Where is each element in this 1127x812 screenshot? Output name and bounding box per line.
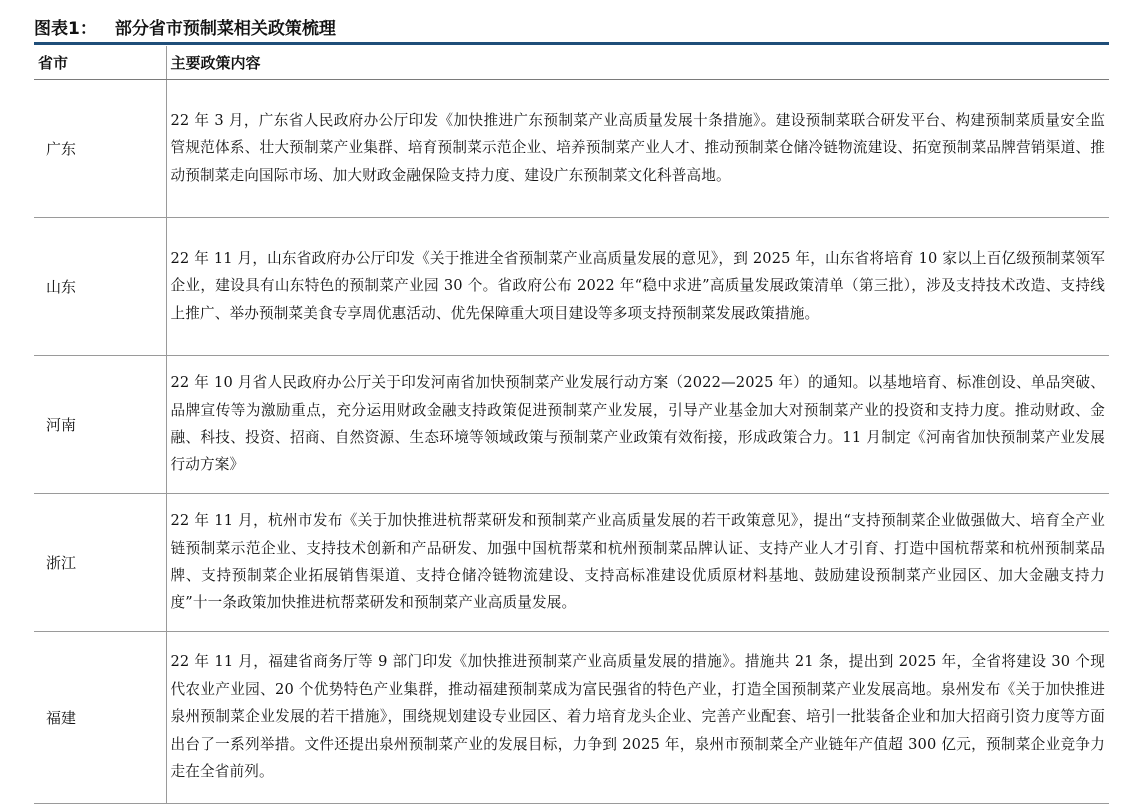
table-row [34, 218, 1109, 356]
table-row [34, 632, 1109, 804]
header-province: 省市 [34, 46, 166, 80]
policy-content-cell: 22 年 11 月，杭州市发布《关于加快推进杭帮菜研发和预制菜产业高质量发展的若干政策意见》，提出“支持预制菜企业做强做大、培育全产业链预制菜示范企业、支持技术创新和产品研发、加强中国杭帮菜和杭州预制菜品牌认证、支持产业人才引育、打造中国杭帮菜和杭州预制菜品牌、支持预制菜企业拓展销售渠道、支持仓储冷链物流建设、支持高标准建设优质原材料基地、鼓励建设预制菜产业园区、加大金融支持力度”十一条政策加快推进杭帮菜研发和预制菜产业高质量发展。 [166, 494, 1109, 632]
table-header-row [34, 46, 1109, 80]
province-cell: 福建 [34, 632, 166, 804]
policy-content-cell: 22 年 3 月，广东省人民政府办公厅印发《加快推进广东预制菜产业高质量发展十条措施》。建设预制菜联合研发平台、构建预制菜质量安全监管规范体系、壮大预制菜产业集群、培育预制菜示范企业、培养预制菜产业人才、推动预制菜仓储冷链物流建设、拓宽预制菜品牌营销渠道、推动预制菜走向国际市场、加大财政金融保险支持力度、建设广东预制菜文化科普高地。 [166, 80, 1109, 218]
title-divider [34, 42, 1109, 45]
figure-title-text: 部分省市预制菜相关政策梳理 [114, 18, 336, 39]
policy-content-cell: 22 年 11 月，山东省政府办公厅印发《关于推进全省预制菜产业高质量发展的意见》，到 2025 年，山东省将培育 10 家以上百亿级预制菜领军企业，建设具有山东特色的预制菜产业园 30 个。省政府公布 2022 年“稳中求进”高质量发展政策清单（第三批），涉及支持技术改造、支持线上推广、举办预制菜美食专享周优惠活动、优先保障重大项目建设等多项支持预制菜发展政策措施。 [166, 218, 1109, 356]
province-cell: 浙江 [34, 494, 166, 632]
province-cell: 河南 [34, 356, 166, 494]
province-cell: 广东 [34, 80, 166, 218]
policy-content-cell: 22 年 11 月，福建省商务厅等 9 部门印发《加快推进预制菜产业高质量发展的措施》。措施共 21 条，提出到 2025 年，全省将建设 30 个现代农业产业园、20 个优势特色产业集群，推动福建预制菜成为富民强省的特色产业，打造全国预制菜产业发展高地。泉州发布《关于加快推进泉州预制菜企业发展的若干措施》，围绕规划建设专业园区、着力培育龙头企业、完善产业配套、培引一批装备企业和加大招商引资力度等方面出台了一系列举措。文件还提出泉州预制菜产业的发展目标，力争到 2025 年，泉州市预制菜全产业链年产值超 300 亿元，预制菜企业竞争力走在全省前列。 [166, 632, 1109, 804]
policy-content-cell: 22 年 10 月省人民政府办公厅关于印发河南省加快预制菜产业发展行动方案（2022—2025 年）的通知。以基地培育、标准创设、单品突破、品牌宣传等为激励重点，充分运用财政金融支持政策促进预制菜产业发展，引导产业基金加大对预制菜产业的投资和支持力度。推动财政、金融、科技、投资、招商、自然资源、生态环境等领域政策与预制菜产业政策有效衔接，形成政策合力。11 月制定《河南省加快预制菜产业发展行动方案》 [166, 356, 1109, 494]
table-row [34, 80, 1109, 218]
figure-label: 图表1： [34, 18, 97, 39]
table-row [34, 494, 1109, 632]
policy-table [34, 46, 1109, 804]
header-content: 主要政策内容 [166, 46, 1109, 80]
table-row [34, 356, 1109, 494]
province-cell: 山东 [34, 218, 166, 356]
figure-title [34, 13, 336, 39]
